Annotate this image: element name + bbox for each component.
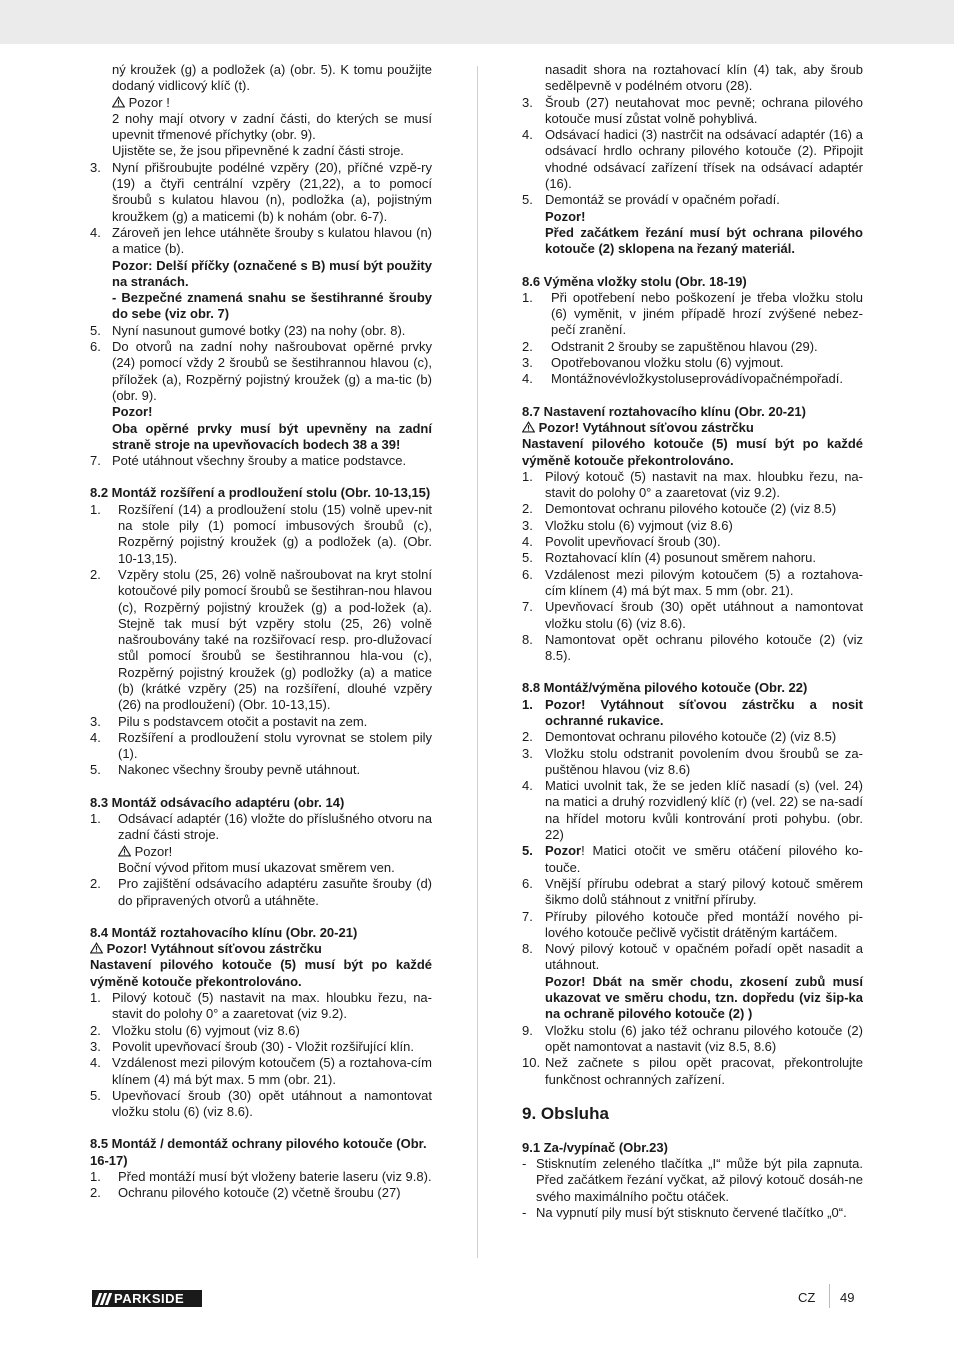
- bold-note: Pozor!: [112, 404, 153, 420]
- list-item: 5. Nakonec všechny šrouby pevně utáhnout.: [90, 762, 361, 778]
- bold-note: - Bezpečné znamená snahu se šestihranné šrouby do sebe (viz obr. 7): [112, 290, 432, 322]
- section-heading: 8.3 Montáž odsávacího adaptéru (obr. 14): [90, 794, 345, 810]
- list-item: 8. Namontovat opět ochranu pilového kotouče (2) (viz 8.5).: [522, 631, 863, 664]
- list-item: 5. Roztahovací klín (4) posunout směrem nahoru.: [522, 550, 816, 566]
- section-heading: 8.6 Výměna vložky stolu (Obr. 18-19): [522, 273, 747, 289]
- list-item: 6. Vzdálenost mezi pilovým kotoučem (5) a roztahova-cím klínem (4) má být max. 5 mm (obr. 21).: [522, 566, 863, 598]
- list-item: 9. Vložku stolu (6) jako též ochranu pilového kotouče (2) opět namontovat a nastavit (viz 8.5, 8.6): [522, 1022, 863, 1054]
- list-item: 3. Nyní přišroubujte podélné vzpěry (20), příčné vzpě-ry (19) a čtyři centrální vzpěry (21,22), a to pomocí šroubů s kulatou hlavou (n), podložka (a), pojistným kroužkem (g) a maticemi (b) k nohám (obr. 6-7).: [90, 159, 432, 224]
- note-text: Boční vývod přitom musí ukazovat směrem ven.: [118, 859, 395, 875]
- list-item: 3. Vložku stolu (6) vyjmout (viz 8.6): [522, 517, 733, 533]
- list-item: 5. Pozor! Matici otočit ve směru otáčení pilového ko-touče.: [522, 843, 863, 875]
- right-column: [522, 62, 863, 1221]
- list-item: 2. Vložku stolu (6) vyjmout (viz 8.6): [90, 1022, 300, 1038]
- list-item: 3. Šroub (27) neutahovat moc pevně; ochrana pilového kotouče musí zůstat volně pohyblivá.: [522, 94, 863, 126]
- warning-icon: [112, 96, 125, 108]
- warning-text: Pozor! Vytáhnout síťovou zástrčku: [538, 419, 754, 435]
- continued-text: nasadit shora na roztahovací klín (4) tak, aby šroub sedělpevně v podélném otvoru (28).: [545, 62, 863, 94]
- bold-note: Pozor: Delší příčky (označené s B) musí být použity na stranách.: [112, 257, 432, 289]
- footer-divider: [829, 1284, 830, 1308]
- list-item: 5. Nyní nasunout gumové botky (23) na nohy (obr. 8).: [90, 322, 406, 338]
- brand-name: PARKSIDE: [114, 1291, 185, 1306]
- list-item: 1. Při opotřebení nebo poškození je třeba vložku stolu (6) vyměnit, v jiném případě hrozí zvýšené nebez-pečí zranění.: [522, 289, 863, 338]
- list-item: 4. Zároveň jen lehce utáhněte šrouby s kulatou hlavou (n) a matice (b).: [90, 224, 432, 257]
- list-item: 2. Vzpěry stolu (25, 26) volně našroubovat na kryt stolní kotoučové pily pomocí šroubů se šestihran-nou hlavou (c), Rozpěrný pojistný kroužek (g) a pod-ložek (a). Stejně tak musí být vzpěry stolu (25, 26) volně našroubovány také na rozšiřovací resp. pro-dlužovací stůl pomocí šroubů se šestihrannou hla-vou (c), Rozpěrný pojistný kroužek (g) podložky (a) a matice (b) (krátké vzpěry (25) na rozšíření, dlouhé vzpěry (26) na prodloužení) (Obr. 10-13,15).: [90, 566, 432, 713]
- intro-text: ný kroužek (g) a podložek (a) (obr. 5). K tomu použijte dodaný vidlicový klíč (t).: [112, 62, 432, 94]
- list-item: 1. Pozor! Vytáhnout síťovou zástrčku a nosit ochranné rukavice.: [522, 696, 863, 728]
- language-code: CZ: [798, 1290, 816, 1305]
- list-item: 5. Upevňovací šroub (30) opět utáhnout a namontovat vložku stolu (6) (viz 8.6).: [90, 1087, 432, 1120]
- list-item: 2. Demontovat ochranu pilového kotouče (2) (viz 8.5): [522, 729, 837, 745]
- list-item: 3. Opotřebovanou vložku stolu (6) vyjmout.: [522, 355, 784, 371]
- list-item: 4. Vzdálenost mezi pilovým kotoučem (5) a roztahova-cím klínem (4) má být max. 5 mm (obr. 21).: [90, 1055, 432, 1087]
- warning-icon: [522, 421, 535, 433]
- list-item: 2. Demontovat ochranu pilového kotouče (2) (viz 8.5): [522, 501, 837, 517]
- list-item: 7. Upevňovací šroub (30) opět utáhnout a namontovat vložku stolu (6) (viz 8.6).: [522, 599, 863, 631]
- warning-icon: [118, 845, 131, 857]
- list-item: 2. Ochranu pilového kotouče (2) včetně šroubu (27): [90, 1185, 401, 1201]
- bold-note: Pozor! Dbát na směr chodu, zkosení zubů musí ukazovat ve směru chodu, tzn. dopředu (viz šip-ka na ochraně pilového kotouče (2) ): [545, 973, 863, 1022]
- list-item: 3. Pilu s podstavcem otočit a postavit na zem.: [90, 713, 368, 729]
- list-item: 2. Odstranit 2 šrouby se zapuštěnou hlavou (29).: [522, 338, 818, 354]
- left-column: [90, 62, 432, 1202]
- bold-note: Pozor!: [545, 208, 586, 224]
- list-item: 1. Pilový kotouč (5) nastavit na max. hloubku řezu, na-stavit do polohy 0° a zaaretovat (viz 9.2).: [522, 468, 863, 501]
- brand-logo: [92, 1290, 202, 1307]
- section-heading: 8.8 Montáž/výměna pilového kotouče (Obr. 22): [522, 680, 808, 696]
- list-item: 4. Odsávací hadici (3) nastrčit na odsávací adaptér (16) a odsávací hrdlo ochrany pilového kotouče (2). Připojit vhodné odsávací zařízení třísek na odsávací adaptér (16).: [522, 127, 863, 192]
- section-heading: 9.1 Za-/vypínač (Obr.23): [522, 1139, 668, 1155]
- list-item: 10. Než začnete s pilou opět pracovat, překontrolujte funkčnost ochranných zařízení.: [522, 1055, 863, 1087]
- intro-text: 2 nohy mají otvory v zadní části, do kterých se musí upevnit třmenové příchytky (obr. 9).: [112, 110, 432, 143]
- list-item: 6. Do otvorů na zadní nohy našroubovat opěrné prvky (24) pomocí vždy 2 šroubů se šestihrannou hlavou (c), příložek (a), Rozpěrný pojistný kroužek (g) a ma-tic (b) (obr. 9).: [90, 339, 432, 403]
- list-item: - Na vypnutí pily musí být stisknuto červené tlačítko „0“.: [522, 1205, 847, 1220]
- warning-line: [90, 844, 432, 860]
- page-number: 49: [840, 1290, 855, 1305]
- list-item: 2. Pro zajištění odsávacího adaptéru zasuňte šrouby (d) do připravených otvorů a utáhněte.: [90, 876, 432, 908]
- bold-note: Nastavení pilového kotouče (5) musí být po každé výměně kotouče překontrolováno.: [90, 957, 432, 989]
- list-item: 5. Demontáž se provádí v opačném pořadí.: [522, 192, 780, 208]
- list-item: 1. Pilový kotouč (5) nastavit na max. hloubku řezu, na-stavit do polohy 0° a zaaretovat (viz 9.2).: [90, 990, 432, 1022]
- warning-line: [90, 95, 432, 111]
- list-item: 1. Před montáží musí být vloženy baterie laseru (viz 9.8).: [90, 1169, 432, 1184]
- list-item: 6. Vnější přírubu odebrat a starý pilový kotouč směrem šikmo dolů stáhnout z vnitřní příruby.: [522, 875, 863, 908]
- section-heading: 8.5 Montáž / demontáž ochrany pilového kotouče (Obr. 16-17): [90, 1136, 427, 1168]
- list-item: 8. Nový pilový kotouč v opačném pořadí opět nasadit a utáhnout.: [522, 941, 863, 973]
- section-heading: 8.2 Montáž rozšíření a prodloužení stolu (Obr. 10-13,15): [90, 485, 431, 501]
- warning-text: Pozor !: [128, 94, 170, 110]
- bold-note: Nastavení pilového kotouče (5) musí být po každé výměně kotouče překontrolováno.: [522, 436, 863, 468]
- list-item: 1. Odsávací adaptér (16) vložte do příslušného otvoru na zadní části stroje.: [90, 811, 432, 843]
- list-item: 3. Povolit upevňovací šroub (30) - Vložit rozšiřující klín.: [90, 1038, 415, 1054]
- warning-line: [90, 941, 432, 957]
- column-divider: [477, 66, 478, 1258]
- warning-icon: [90, 942, 103, 954]
- list-item: 4. Rozšíření a prodloužení stolu vyrovnat se stolem pily (1).: [90, 729, 432, 762]
- warning-line: [522, 420, 863, 436]
- section-heading: 8.4 Montáž roztahovacího klínu (Obr. 20-21): [90, 924, 358, 940]
- logo-stripes-icon: [92, 1290, 114, 1307]
- chapter-heading: 9. Obsluha: [522, 1103, 609, 1123]
- list-item: - Stisknutím zeleného tlačítka „I“ může být pila zapnuta. Před začátkem řezání vyčkat, až pilový kotouč dosáh-ne svého maximálního počtu otáček.: [522, 1156, 863, 1204]
- bold-note: Před začátkem řezání musí být ochrana pilového kotouče (2) sklopena na řezaný materiál.: [545, 224, 863, 257]
- warning-text: Pozor!: [134, 843, 173, 859]
- list-item: 4. Montážnovévložkystoluseprovádívopačnémpořadí.: [522, 371, 843, 387]
- list-item: 7. Příruby pilového kotouče před montáží nového pi-lového kotouče pečlivě vyčistit drátěným kartáčem.: [522, 908, 863, 940]
- list-item: 3. Vložku stolu odstranit povolením dvou šroubů se za-puštěnou hlavou (viz 8.6): [522, 745, 863, 777]
- list-item: 4. Matici uvolnit tak, že se jeden klíč nasadí (s) (vel. 24) na matici a druhý rozvidlený klíč (r) (vel. 22) se na-sadí na hřídel motoru kvůli kontrování proti pohybu. (obr. 22): [522, 778, 863, 843]
- bold-note: Oba opěrné prvky musí být upevněny na zadní straně stroje na upevňovacích bodech 38 a 39!: [112, 420, 432, 452]
- list-item: 7. Poté utáhnout všechny šrouby a matice podstavce.: [90, 453, 407, 469]
- list-item: 1. Rozšíření (14) a prodloužení stolu (15) volně upev-nit na stole pily (1) pomocí imbusových šroubů (c), Rozpěrný pojistný kroužek (g) a podložek (a). (Obr. 10-13,15).: [90, 501, 432, 566]
- warning-text: Pozor! Vytáhnout síťovou zástrčku: [106, 941, 322, 957]
- top-band: [0, 0, 954, 44]
- intro-text: Ujistěte se, že jsou připevněné k zadní části stroje.: [112, 143, 404, 159]
- list-item: 4. Povolit upevňovací šroub (30).: [522, 534, 721, 550]
- section-heading: 8.7 Nastavení roztahovacího klínu (Obr. 20-21): [522, 403, 806, 419]
